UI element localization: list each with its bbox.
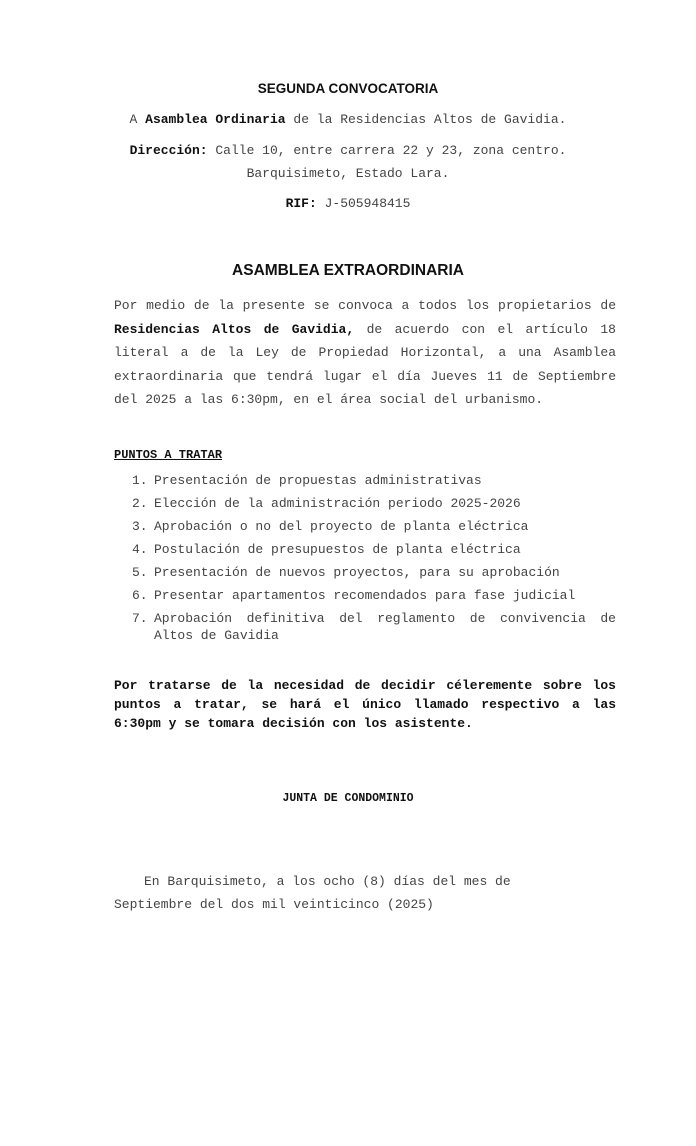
- agenda-heading: PUNTOS A TRATAR: [114, 448, 223, 462]
- agenda-item-number: 5.: [132, 565, 148, 580]
- paragraph-start: Por medio de la presente se convoca a todos los propietarios de: [114, 298, 616, 313]
- paragraph-end: de acuerdo con el artículo 18 literal a de la Ley de Propiedad Horizontal, a una Asamblea extraordinaria que tendrá lugar el día Jueves 11 de Septiembre del 2025 a las 6:30pm, en el área social del urbanismo.: [114, 321, 616, 408]
- assembly-line-prefix: A: [129, 112, 146, 127]
- agenda-item-text: Presentación de propuestas administrativas: [154, 473, 482, 488]
- rif-label: RIF:: [285, 196, 317, 211]
- agenda-item: [114, 495, 616, 512]
- closing-statement: [114, 870, 616, 916]
- closing-line-1: En Barquisimeto, a los ocho (8) días del mes de: [144, 874, 511, 889]
- paragraph-bold-name: Residencias Altos de Gavidia,: [114, 321, 355, 337]
- address-value: Calle 10, entre carrera 22 y 23, zona centro.: [207, 143, 567, 158]
- closing-line-2: Septiembre del dos mil veinticinco (2025): [114, 897, 434, 912]
- agenda-item-number: 3.: [132, 519, 148, 534]
- convocation-title: SEGUNDA CONVOCATORIA: [257, 81, 439, 96]
- agenda-item-text: Postulación de presupuestos de planta eléctrica: [154, 542, 521, 557]
- agenda-item: [114, 518, 616, 535]
- address-label: Dirección:: [129, 143, 208, 158]
- agenda-item-text: Elección de la administración periodo 2025-2026: [154, 496, 521, 511]
- agenda-item-number: 6.: [132, 588, 148, 603]
- agenda-item-text: Aprobación definitiva del reglamento de convivencia de Altos de Gavidia: [154, 611, 616, 643]
- convocation-paragraph: [114, 294, 616, 412]
- agenda-item-number: 1.: [132, 473, 148, 488]
- address-line-2: Barquisimeto, Estado Lara.: [246, 166, 450, 181]
- agenda-item: [114, 610, 616, 644]
- agenda-list: [114, 472, 616, 650]
- agenda-item-text: Presentar apartamentos recomendados para fase judicial: [154, 588, 576, 603]
- agenda-item-number: 7.: [132, 611, 148, 626]
- urgency-notice: Por tratarse de la necesidad de decidir céleremente sobre los puntos a tratar, se hará el único llamado respectivo a las 6:30pm y se tomara decisión con los asistente.: [114, 678, 616, 731]
- rif-value: J-505948415: [316, 196, 411, 211]
- signature-block: JUNTA DE CONDOMINIO: [282, 792, 414, 805]
- agenda-item-text: Aprobación o no del proyecto de planta eléctrica: [154, 519, 529, 534]
- agenda-item: [114, 541, 616, 558]
- agenda-item: [114, 564, 616, 581]
- rif-line: [0, 196, 696, 211]
- assembly-line: [0, 112, 696, 127]
- assembly-type: Asamblea Ordinaria: [145, 112, 286, 127]
- agenda-item-text: Presentación de nuevos proyectos, para su aprobación: [154, 565, 560, 580]
- agenda-item-number: 4.: [132, 542, 148, 557]
- address-line: [0, 143, 696, 158]
- agenda-item: [114, 587, 616, 604]
- assembly-line-suffix: de la Residencias Altos de Gavidia.: [285, 112, 567, 127]
- assembly-title: ASAMBLEA EXTRAORDINARIA: [232, 262, 464, 279]
- agenda-item: [114, 472, 616, 489]
- agenda-item-number: 2.: [132, 496, 148, 511]
